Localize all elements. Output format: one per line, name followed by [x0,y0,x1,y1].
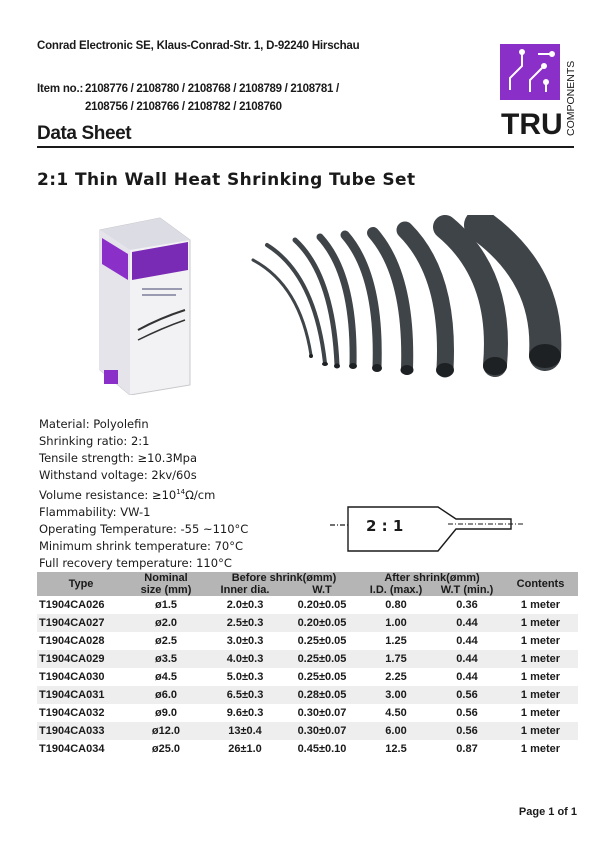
spec-material: Material: Polyolefin [39,417,149,431]
cell-nominal-size: ø2.5 [154,635,177,647]
cell-type: T1904CA026 [39,599,105,611]
cell-type: T1904CA030 [39,671,105,683]
cell-after-id: 1.00 [361,614,431,632]
cell-contents: 1 meter [520,743,561,755]
page-number: Page 1 of 1 [518,806,577,818]
cell-after-id: 4.50 [385,707,407,719]
cell-inner-dia: 26±1.0 [228,743,262,755]
cell-after-wt: 0.56 [456,707,478,719]
cell-nominal-size: ø3.5 [125,650,207,668]
table-row [37,632,578,650]
header-type: Type [37,572,125,596]
cell-after-id: 1.25 [385,635,407,647]
cell-after-wt: 0.36 [456,599,478,611]
cell-contents: 1 meter [503,722,578,740]
cell-type: T1904CA033 [37,722,125,740]
cell-nominal-size: ø12.0 [125,722,207,740]
cell-before-wt: 0.20±0.05 [297,599,347,611]
cell-inner-dia: 5.0±0.3 [226,671,264,683]
cell-before-wt: 0.25±0.05 [283,650,361,668]
cell-nominal-size: ø2.0 [125,614,207,632]
table-row [37,704,578,722]
logo-brand-text: TRU [501,108,563,140]
spec-voltage: Withstand voltage: 2kv/60s [39,468,197,482]
specifications-list [39,416,248,572]
cell-contents: 1 meter [503,686,578,704]
spec-ratio: Shrinking ratio: 2:1 [39,434,150,448]
cell-contents: 1 meter [520,707,561,719]
logo-sub-text: COMPONENTS [565,60,577,136]
cell-after-id: 12.5 [385,743,407,755]
product-package-image [90,210,200,395]
cell-after-wt: 0.56 [431,722,503,740]
table-row [37,650,578,668]
header-before-shrink: Before shrink(ømm) [207,572,361,584]
spec-operating-temp: Operating Temperature: -55 ~110°C [39,521,249,536]
shrink-ratio-diagram [328,503,523,555]
item-numbers-line-2: 2108756 / 2108766 / 2108782 / 2108760 [85,101,282,113]
spec-flammability: Flammability: VW-1 [39,504,151,519]
cell-before-wt: 0.28±0.05 [283,686,361,704]
cell-type: T1904CA031 [37,686,125,704]
specification-table [37,572,578,758]
cell-contents: 1 meter [520,635,561,647]
cell-after-wt: 0.44 [456,635,478,647]
cell-before-wt: 0.30±0.07 [283,722,361,740]
heat-shrink-tubes-image [245,215,565,385]
spec-resistance [39,484,248,504]
header-after-wt: W.T (min.) [431,584,503,596]
item-number-label: Item no.: [37,83,84,95]
cell-before-wt: 0.20±0.05 [283,614,361,632]
cell-after-wt: 0.44 [431,650,503,668]
cell-after-wt: 0.56 [431,686,503,704]
header-nominal-2: size (mm) [125,584,207,596]
table-row [37,722,578,740]
cell-nominal-size: ø4.5 [154,671,177,683]
cell-after-wt: 0.87 [456,743,478,755]
cell-type: T1904CA034 [39,743,105,755]
table-row [37,686,578,704]
cell-before-wt: 0.25±0.05 [297,671,347,683]
table-row [37,668,578,686]
spec-resistance-exponent: 14 [176,488,186,496]
diagram-ratio-label: 2 : 1 [366,517,404,535]
cell-inner-dia: 6.5±0.3 [207,686,283,704]
cell-type: T1904CA032 [39,707,105,719]
cell-type: T1904CA029 [37,650,125,668]
cell-after-id: 2.25 [385,671,407,683]
spec-resistance-unit: Ω/cm [185,487,216,502]
header-nominal-1: Nominal [125,572,207,584]
cell-inner-dia: 13±0.4 [207,722,283,740]
cell-inner-dia: 9.6±0.3 [226,707,264,719]
cell-after-wt: 0.44 [456,671,478,683]
tru-components-logo [500,40,578,140]
header-before-wt: W.T [283,584,361,596]
company-address: Conrad Electronic SE, Klaus-Conrad-Str. 1, D-92240 Hirschau [37,40,360,52]
cell-inner-dia: 4.0±0.3 [207,650,283,668]
header-after-shrink: After shrink(ømm) [361,572,503,584]
cell-type: T1904CA028 [39,635,105,647]
tube-set [253,225,545,369]
cell-inner-dia: 3.0±0.3 [226,635,264,647]
header-contents: Contents [503,572,578,596]
cell-contents: 1 meter [520,599,561,611]
cell-before-wt: 0.25±0.05 [297,635,347,647]
header-inner-dia: Inner dia. [207,584,283,596]
cell-nominal-size: ø1.5 [154,599,177,611]
table-row [37,740,578,758]
cell-type: T1904CA027 [37,614,125,632]
cell-after-id: 0.80 [385,599,407,611]
cell-after-id: 6.00 [361,722,431,740]
spec-tensile: Tensile strength: ≥10.3Mpa [39,451,198,465]
cell-nominal-size: ø25.0 [151,743,181,755]
table-header-row-1 [37,572,578,584]
cell-nominal-size: ø6.0 [125,686,207,704]
cell-contents: 1 meter [503,614,578,632]
item-numbers-line-1: 2108776 / 2108780 / 2108768 / 2108789 / 2108781 / [85,83,339,95]
cell-contents: 1 meter [503,650,578,668]
spec-min-shrink-temp: Minimum shrink temperature: 70°C [39,538,243,553]
cell-before-wt: 0.30±0.07 [297,707,347,719]
cell-inner-dia: 2.0±0.3 [226,599,264,611]
data-sheet-title: Data Sheet [37,123,132,144]
spec-resistance-prefix: Volume resistance: ≥10 [39,487,177,502]
cell-inner-dia: 2.5±0.3 [207,614,283,632]
cell-after-id: 1.75 [361,650,431,668]
header-divider [37,146,574,148]
cell-contents: 1 meter [520,671,561,683]
table-row [37,614,578,632]
product-title: 2:1 Thin Wall Heat Shrinking Tube Set [37,170,416,190]
spec-full-recovery-temp: Full recovery temperature: 110°C [39,555,232,570]
table-row [37,596,578,614]
cell-after-wt: 0.44 [431,614,503,632]
cell-nominal-size: ø9.0 [154,707,177,719]
cell-after-id: 3.00 [361,686,431,704]
header-after-id: I.D. (max.) [361,584,431,596]
cell-before-wt: 0.45±0.10 [297,743,347,755]
